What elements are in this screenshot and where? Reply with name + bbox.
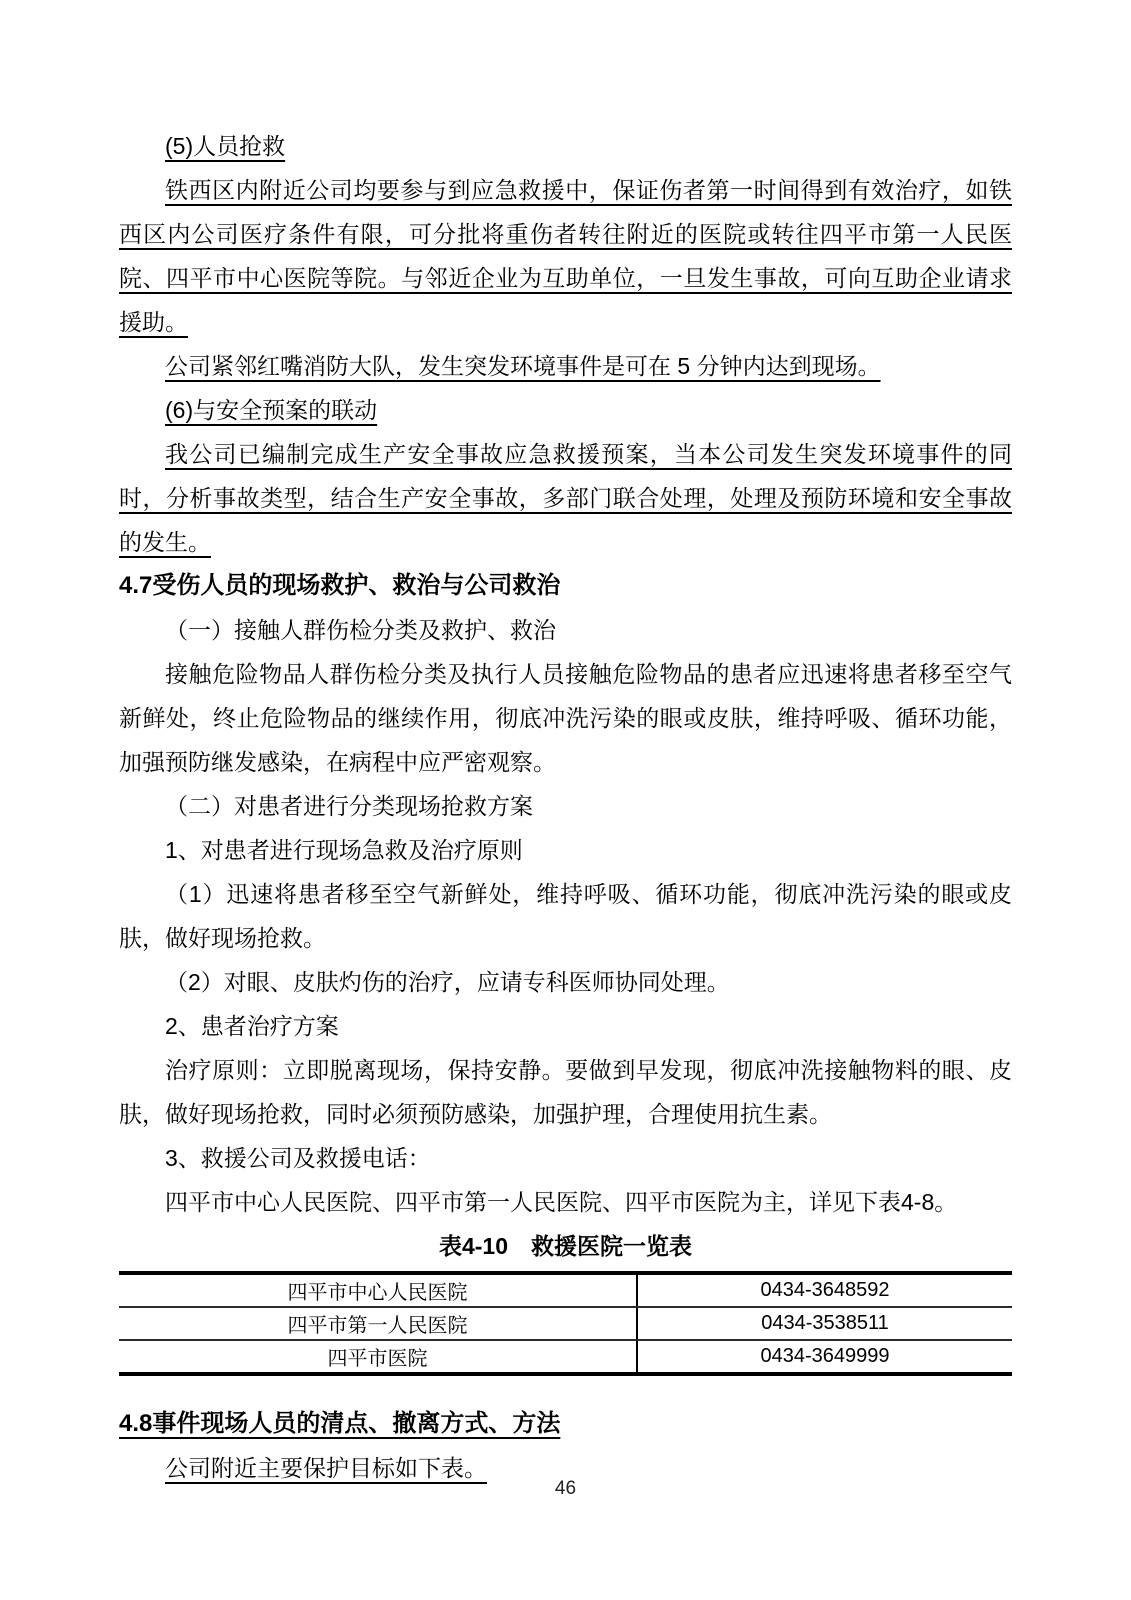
subsection-6-paragraph: 我公司已编制完成生产安全事故应急救援预案，当本公司发生突发环境事件的同时，分析事故类型，结合生产安全事故，多部门联合处理，处理及预防环境和安全事故的发生。 [119,441,1012,555]
subsection-6-heading: (6)与安全预案的联动 [165,397,378,423]
hospital-phone-cell: 0434-3538511 [637,1307,1012,1340]
hospital-name-cell: 四平市医院 [119,1340,637,1374]
section-4-8-paragraph: 公司附近主要保护目标如下表。 [165,1455,487,1481]
hospital-phone-cell: 0434-3649999 [760,1345,890,1367]
sub1-heading: （一）接触人群伤检分类及救护、救治 [165,617,556,643]
hospital-name-cell: 四平市中心人民医院 [119,1273,637,1307]
page-number: 46 [554,1478,577,1499]
subsection-5-paragraph: 铁西区内附近公司均要参与到应急救援中，保证伤者第一时间得到有效治疗，如铁西区内公司医疗条件有限，可分批将重伤者转往附近的医院或转往四平市第一人民医院、四平市中心医院等院。与邻近企业为互助单位，一旦发生事故，可向互助企业请求援助。 [119,177,1012,335]
item1-point2: （2）对眼、皮肤灼伤的治疗，应请专科医师协同处理。 [165,969,730,995]
fire-brigade-paragraph: 公司紧邻红嘴消防大队，发生突发环境事件是可在 5 分钟内达到现场。 [165,353,881,379]
section-4-7-heading: 4.7受伤人员的现场救护、救治与公司救治 [119,572,561,599]
section-4-8-heading: 4.8事件现场人员的清点、撤离方式、方法 [119,1410,561,1437]
item3-body: 四平市中心人民医院、四平市第一人民医院、四平市医院为主，详见下表4-8。 [165,1189,958,1215]
item1-heading: 1、对患者进行现场急救及治疗原则 [165,837,523,863]
sub2-heading: （二）对患者进行分类现场抢救方案 [165,793,533,819]
table-row [119,1340,1012,1374]
document-content [119,124,1012,1490]
rescue-hospital-table [119,1271,1012,1376]
hospital-phone-cell: 0434-3648592 [637,1273,1012,1307]
subsection-5-heading: (5)人员抢救 [165,133,286,159]
item2-body: 治疗原则：立即脱离现场，保持安静。要做到早发现，彻底冲洗接触物料的眼、皮肤，做好现场抢救，同时必须预防感染，加强护理，合理使用抗生素。 [119,1057,1012,1127]
table-row [119,1307,1012,1340]
item3-heading: 3、救援公司及救援电话： [165,1145,431,1171]
table-row [119,1273,1012,1307]
hospital-name-cell: 四平市第一人民医院 [119,1307,637,1340]
item2-heading: 2、患者治疗方案 [165,1013,339,1039]
table-4-10-title: 表4-10 救援医院一览表 [438,1233,693,1259]
sub1-body: 接触危险物品人群伤检分类及执行人员接触危险物品的患者应迅速将患者移至空气新鲜处，终止危险物品的继续作用，彻底冲洗污染的眼或皮肤，维持呼吸、循环功能，加强预防继发感染，在病程中应严密观察。 [119,661,1012,775]
item1-point1: （1）迅速将患者移至空气新鲜处，维持呼吸、循环功能，彻底冲洗污染的眼或皮肤，做好现场抢救。 [119,881,1012,951]
